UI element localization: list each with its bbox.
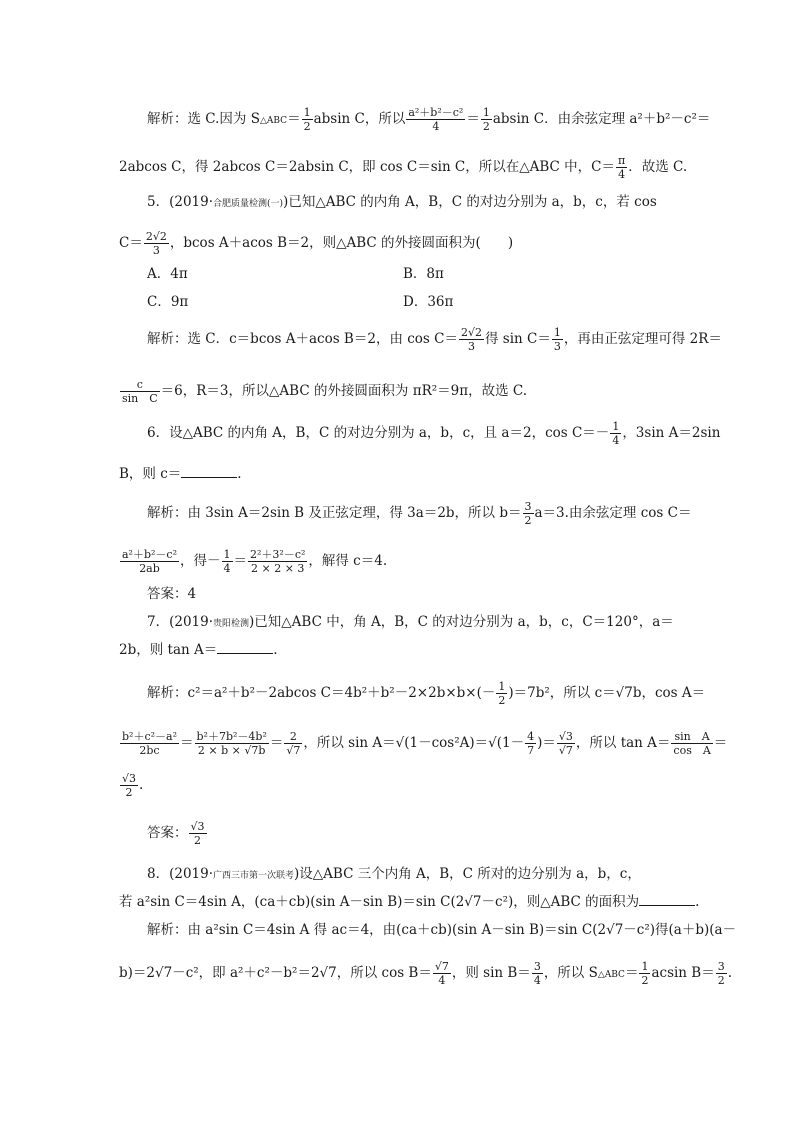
fraction: $\frac{2}{√7}$ — [286, 730, 301, 757]
text-run: absin C．由余弦定理 a²＋b²－c²＝ — [492, 111, 711, 127]
fraction: $\frac{\text{a²＋b²－c²}}{2ab}$ — [122, 548, 177, 575]
fraction: $\frac{3}{4}$ — [533, 960, 541, 987]
text-run: 5．(2019· — [147, 194, 214, 210]
text-line — [119, 772, 679, 799]
text-run: 解析：选 C.因为 S — [147, 111, 260, 127]
fraction: $\frac{√3}{2}$ — [122, 772, 137, 799]
text-run: ＝ — [287, 111, 301, 127]
fraction: $\frac{1}{2}$ — [482, 106, 490, 133]
text-run: ＝ — [180, 735, 194, 751]
option-a: A．4π — [147, 266, 188, 282]
text-run: )＝ — [537, 735, 556, 751]
fraction: $\frac{c}{\text{sin C}}$ — [122, 378, 158, 405]
text-run: ＝ — [233, 553, 247, 569]
text-run: 若 a²sin C＝4sin A，(ca＋cb)(sin A－sin B)＝sin C(2√7－c²)，则△ABC 的面积为 — [119, 894, 640, 910]
text-run: ，所以 sin A＝√(1－cos²A)＝√(1－ — [303, 735, 525, 751]
text-line — [119, 154, 688, 181]
text-line — [119, 464, 679, 484]
text-run: ＝ — [624, 965, 639, 981]
text-run: 解析：c²＝a²＋b²－2abcos C＝4b²＋b²－2×2b×b×(－ — [147, 685, 496, 701]
text-run: 答案： — [147, 825, 188, 841]
text-run: absin C，所以 — [313, 111, 406, 127]
option-c: C．9π — [147, 294, 189, 310]
text-line — [119, 378, 679, 405]
answer-blank — [181, 465, 237, 478]
fraction: $\frac{\text{b²＋7b²－4b²}}{2 \times b \times √7b}$ — [196, 730, 267, 757]
fraction: $\frac{1}{2}$ — [303, 106, 311, 133]
text-line — [119, 960, 733, 987]
text-run: ＝ — [269, 735, 284, 751]
fraction: $\frac{1}{4}$ — [223, 548, 231, 575]
text-run: )已知△ABC 的内角 A，B，C 的对边分别为 a，b，c，若 cos — [283, 194, 657, 210]
text-run: 2abcos C，得 2abcos C＝2absin C，即 cos C＝sin C，所以在△ABC 中，C＝ — [119, 159, 616, 175]
fraction: $\frac{2√2}{3}$ — [460, 326, 482, 353]
fraction: $\frac{4}{7}$ — [527, 730, 535, 757]
text-run: )设△ABC 三个内角 A，B，C 所对的边分别为 a，b，c， — [294, 866, 641, 882]
text-run: 合肥质量检测(一) — [213, 199, 284, 209]
text-line — [119, 230, 679, 257]
text-line — [147, 500, 692, 527]
text-line — [147, 192, 679, 214]
text-run: 2b，则 tan A＝ — [119, 642, 218, 658]
fraction: $\frac{2√2}{3}$ — [145, 230, 167, 257]
text-run: b)＝2√7－c²，即 a²＋c²－b²＝2√7，所以 cos B＝ — [119, 965, 432, 981]
text-run: ＝ — [713, 735, 728, 751]
fraction: $\frac{\text{sin A}}{\text{cos A}}$ — [673, 730, 711, 757]
text-run: 得 sin C＝ — [485, 331, 551, 347]
text-line — [147, 864, 679, 886]
text-line — [147, 106, 711, 133]
text-run: 解析：由 a²sin C＝4sin A 得 ac＝4，由(ca＋cb)(sin A－sin B)＝sin C(2√7－c²)得(a＋b)(a－ — [147, 922, 737, 938]
fraction: $\frac{3}{2}$ — [524, 500, 532, 527]
fraction: $\frac{\text{b²＋c²－a²}}{2bc}$ — [122, 730, 177, 757]
text-run: C＝ — [119, 235, 143, 251]
text-line — [147, 420, 721, 447]
fraction: $\frac{\text{a²＋b²－c²}}{4}$ — [408, 106, 464, 133]
text-line — [119, 548, 679, 575]
text-line — [147, 326, 722, 353]
text-run: B，则 c＝ — [119, 466, 182, 482]
answer-blank — [639, 893, 695, 906]
text-run: ，3sin A＝2sin — [622, 425, 721, 441]
text-run: . — [139, 777, 144, 793]
text-line — [119, 640, 679, 660]
text-run: ，bcos A＋acos B＝2，则△ABC 的外接圆面积为( ) — [169, 235, 514, 251]
text-line — [147, 584, 679, 604]
text-run: △ABC — [597, 970, 625, 980]
fraction: $\frac{√3}{√7}$ — [558, 730, 573, 757]
text-run: )已知△ABC 中，角 A，B，C 的对边分别为 a，b，c，C＝120°，a＝ — [249, 614, 674, 630]
text-run: ．故选 C. — [628, 159, 688, 175]
fraction: $\frac{√7}{4}$ — [434, 960, 449, 987]
text-run: ，所以 S — [543, 965, 598, 981]
text-run: ，再由正弦定理可得 2R＝ — [563, 331, 722, 347]
text-line — [147, 680, 706, 707]
fraction: $\frac{\pi}{4}$ — [618, 154, 626, 181]
answer-blank — [217, 641, 273, 654]
text-run: 解析：由 3sin A＝2sin B 及正弦定理，得 3a＝2b，所以 b＝ — [147, 505, 522, 521]
text-run: 8．(2019· — [147, 866, 214, 882]
text-run: 广西三市第一次联考 — [213, 871, 295, 881]
text-run: 7．(2019· — [147, 614, 214, 630]
text-run: 6．设△ABC 的内角 A，B，C 的对边分别为 a，b，c，且 a＝2，cos C＝－ — [147, 425, 610, 441]
text-run: △ABC — [259, 116, 288, 126]
text-run: ＝ — [466, 111, 480, 127]
text-run: . — [237, 466, 242, 482]
text-run: a＝3.由余弦定理 cos C＝ — [534, 505, 692, 521]
text-run: . — [727, 965, 733, 981]
text-run: 答案：4 — [147, 586, 197, 602]
text-line — [147, 920, 737, 940]
text-run: ，解得 c＝4. — [308, 553, 388, 569]
text-line — [147, 820, 679, 847]
fraction: $\frac{\text{2²＋3²－c²}}{2 \times 2 \times 3}$ — [250, 548, 306, 575]
text-run: ＝6，R＝3，所以△ABC 的外接圆面积为 πR²＝9π，故选 C. — [160, 383, 528, 399]
fraction: $\frac{1}{3}$ — [553, 326, 561, 353]
text-run: ，所以 tan A＝ — [575, 735, 671, 751]
fraction: $\frac{1}{2}$ — [498, 680, 506, 707]
text-run: . — [695, 894, 700, 910]
text-run: acsin B＝ — [651, 965, 715, 981]
text-run: ，则 sin B＝ — [451, 965, 531, 981]
text-run: ，得－ — [180, 553, 221, 569]
option-d: D．36π — [403, 294, 454, 310]
fraction: $\frac{3}{2}$ — [717, 960, 725, 987]
text-line — [119, 892, 700, 912]
fraction: $\frac{√3}{2}$ — [190, 820, 205, 847]
text-line — [147, 612, 679, 634]
fraction: $\frac{1}{4}$ — [612, 420, 620, 447]
text-run: 贵阳检测 — [213, 619, 250, 629]
text-run: . — [273, 642, 278, 658]
text-line — [119, 730, 728, 757]
text-run: 解析：选 C．c＝bcos A＋acos B＝2，由 cos C＝ — [147, 331, 458, 347]
option-b: B．8π — [403, 266, 444, 282]
fraction: $\frac{1}{2}$ — [641, 960, 649, 987]
text-run: )＝7b²，所以 c＝√7b，cos A＝ — [508, 685, 706, 701]
